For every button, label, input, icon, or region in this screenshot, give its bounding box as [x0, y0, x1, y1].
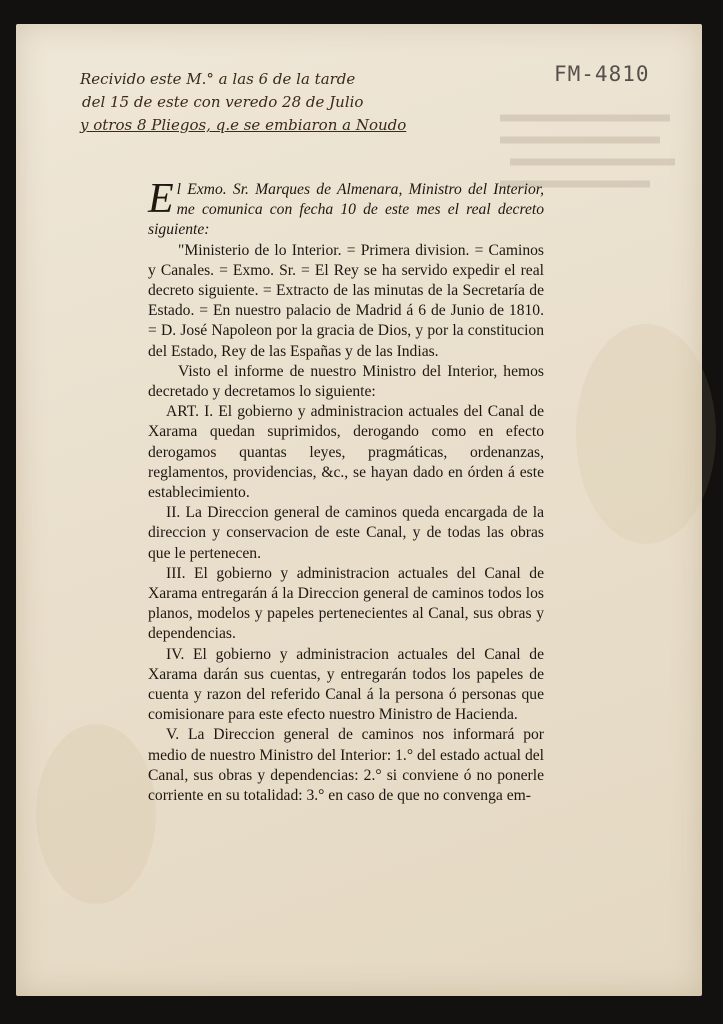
paper-stain [576, 324, 716, 544]
handwritten-line: Recivido este M.° a las 6 de la tarde [80, 70, 356, 88]
handwritten-line: y otros 8 Pliegos, q.e se embiaron a Noudo [80, 116, 407, 134]
article-5: V. La Direccion general de caminos nos informará por medio de nuestro Ministro del Interior: 1.° del estado actual del Canal, sus obras y dependencias: 2.° si conviene ó no ponerle corriente en su totalidad: 3.° en caso de que no convenga em- [148, 726, 544, 805]
article-1: ART. I. El gobierno y administracion actuales del Canal de Xarama quedan suprimidos, derogando como en efecto derogamos quantas leyes, pragmáticas, ordenanzas, reglamentos, providencias, &c., se hayan dado en órden á este establecimiento. [148, 403, 544, 502]
catalog-number: FM-4810 [554, 62, 650, 86]
document-page [16, 24, 702, 996]
article-4: IV. El gobierno y administracion actuales del Canal de Xarama darán sus cuentas, y entregarán todos los papeles de cuenta y razon del referido Canal á la persona ó personas que comisionare para este efecto nuestro Ministro de Hacienda. [148, 645, 544, 724]
paper-stain [36, 724, 156, 904]
intro-paragraph [148, 176, 544, 241]
article-2: II. La Direccion general de caminos queda encargada de la direccion y conservacion de este Canal, y de todas las obras que le pertenecen. [148, 504, 544, 562]
decree-header: "Ministerio de lo Interior. = Primera division. = Caminos y Canales. = Exmo. Sr. = El Rey se ha servido expedir el real decreto siguiente. = Extracto de las minutas de la Secretaría de Estado. = En nuestro palacio de Madrid á 6 de Junio de 1810. = D. José Napoleon por la gracia de Dios, y por la constitucion del Estado, Rey de las Españas y de las Indias. [148, 241, 544, 360]
drop-cap: E [148, 176, 174, 222]
handwritten-note [80, 68, 406, 137]
handwritten-line: del 15 de este con veredo 28 de Julio [82, 93, 364, 111]
intro-text: l Exmo. Sr. Marques de Almenara, Ministro del Interior, me comunica con fecha 10 de este mes el real decreto siguiente: [148, 181, 544, 239]
article-3: III. El gobierno y administracion actuales del Canal de Xarama entregarán á la Direccion general de caminos todos los planos, modelos y papeles pertenecientes al Canal, sus obras y dependencias. [148, 564, 544, 643]
decree-text [148, 176, 544, 806]
preamble: Visto el informe de nuestro Ministro del Interior, hemos decretado y decretamos lo siguiente: [148, 362, 544, 401]
